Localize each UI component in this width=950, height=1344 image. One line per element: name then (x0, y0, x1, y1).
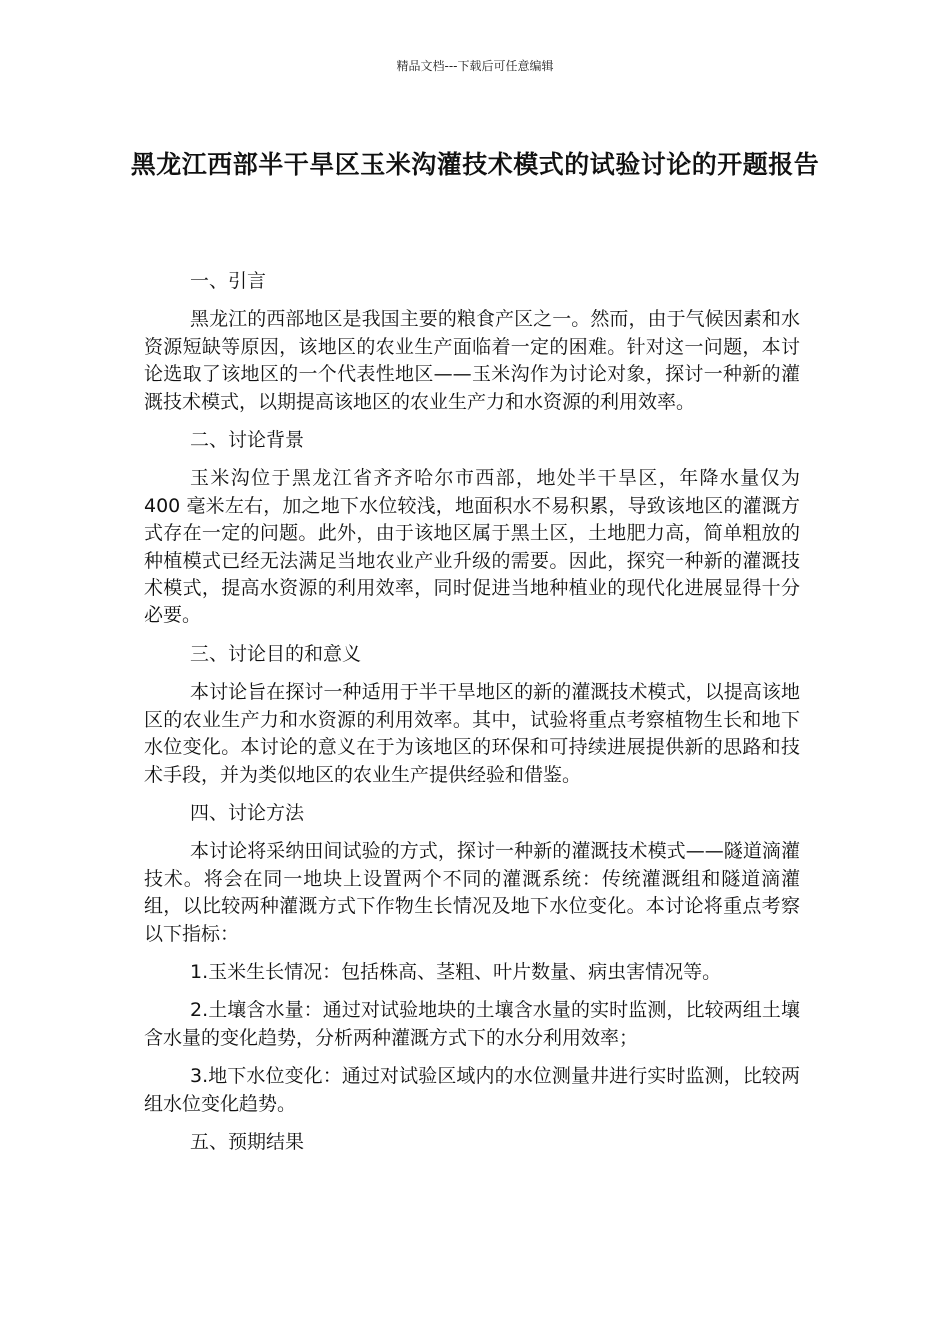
section-heading-intro: 一、引言 (190, 270, 267, 292)
paragraph-purpose: 本讨论旨在探讨一种适用于半干旱地区的新的灌溉技术模式，以提高该地区的农业生产力和水资源的利用效率。其中，试验将重点考察植物生长和地下水位变化。本讨论的意义在于为该地区的环保和可持续进展提供新的思路和技术手段，并为类似地区的农业生产提供经验和借鉴。 (144, 681, 800, 786)
list-item: 2.土壤含水量：通过对试验地块的土壤含水量的实时监测，比较两组土壤含水量的变化趋势，分析两种灌溉方式下的水分利用效率； (144, 999, 800, 1049)
document-body (144, 268, 800, 1167)
section-heading-background: 二、讨论背景 (190, 429, 305, 452)
list-item: 1.玉米生长情况：包括株高、茎粗、叶片数量、病虫害情况等。 (190, 960, 722, 983)
paragraph-method: 本讨论将采纳田间试验的方式，探讨一种新的灌溉技术模式——隧道滴灌技术。将会在同一地块上设置两个不同的灌溉系统：传统灌溉组和隧道滴灌组，以比较两种灌溉方式下作物生长情况及地下水位变化。本讨论将重点考察以下指标： (144, 840, 800, 945)
document-title: 黑龙江西部半干旱区玉米沟灌技术模式的试验讨论的开题报告 (130, 150, 820, 179)
paragraph-background: 玉米沟位于黑龙江省齐齐哈尔市西部，地处半干旱区，年降水量仅为 400 毫米左右，加之地下水位较浅，地面积水不易积累，导致该地区的灌溉方式存在一定的问题。此外，由于该地区属于黑土区，土地肥力高，简单粗放的种植模式已经无法满足当地农业产业升级的需要。因此，探究一种新的灌溉技术模式，提高水资源的利用效率，同时促进当地种植业的现代化进展显得十分必要。 (144, 467, 800, 627)
section-heading-method: 四、讨论方法 (190, 801, 305, 824)
section-heading-purpose: 三、讨论目的和意义 (190, 642, 362, 665)
paragraph-intro: 黑龙江的西部地区是我国主要的粮食产区之一。然而，由于气候因素和水资源短缺等原因，该地区的农业生产面临着一定的困难。针对这一问题，本讨论选取了该地区的一个代表性地区——玉米沟作为讨论对象，探讨一种新的灌溉技术模式，以期提高该地区的农业生产力和水资源的利用效率。 (144, 308, 800, 413)
page-header: 精品文档---下载后可任意编辑 (396, 59, 554, 73)
list-item: 3.地下水位变化：通过对试验区域内的水位测量井进行实时监测，比较两组水位变化趋势。 (144, 1065, 800, 1115)
section-heading-results: 五、预期结果 (190, 1130, 305, 1153)
